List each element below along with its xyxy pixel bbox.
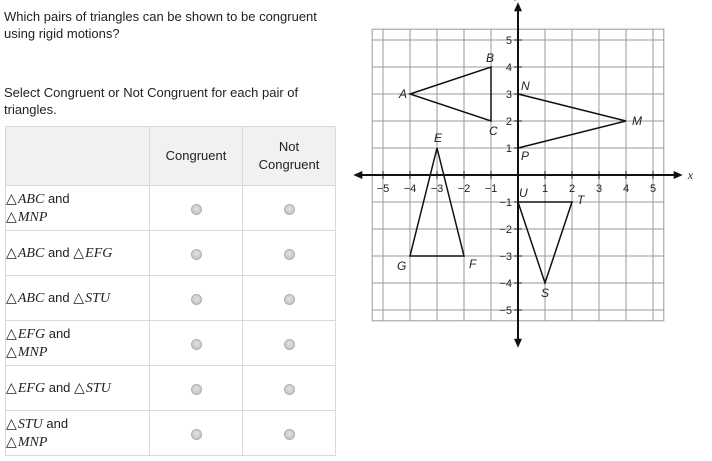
congruent-radio[interactable]: [191, 339, 202, 350]
not-congruent-cell: [243, 411, 336, 456]
vertex-label-t: T: [577, 193, 585, 207]
triangle-symbol: △: [6, 209, 17, 225]
table-row: [6, 231, 336, 276]
triangle-symbol: △: [6, 290, 17, 306]
triangle-symbol: △: [6, 380, 17, 396]
y-axis-arrow-up: [514, 2, 522, 11]
header-congruent: [150, 127, 243, 186]
y-tick-label: 5: [505, 35, 512, 47]
x-tick-label: 1: [541, 183, 549, 195]
row-label: [6, 321, 150, 366]
header-not-label-line1: Not: [278, 139, 300, 154]
y-tick-label: −1: [499, 197, 512, 209]
not-congruent-radio[interactable]: [284, 204, 295, 215]
y-tick-label: −2: [499, 224, 512, 236]
triangle-a: ABC: [17, 192, 45, 207]
congruent-radio[interactable]: [191, 294, 202, 305]
triangle-a: STU: [17, 417, 43, 432]
congruent-radio[interactable]: [191, 384, 202, 395]
triangle-b: MNP: [17, 210, 48, 225]
vertex-label-b: B: [486, 51, 495, 65]
x-tick-label: 5: [649, 183, 657, 195]
and-text: and: [48, 326, 71, 341]
vertex-label-s: S: [541, 286, 550, 300]
not-congruent-radio[interactable]: [284, 249, 295, 260]
y-axis-label: [514, 0, 521, 1]
vertex-label-u: U: [519, 186, 528, 200]
vertex-label-a: A: [399, 87, 408, 101]
triangle-symbol: △: [6, 416, 17, 432]
congruent-cell: [150, 186, 243, 231]
table-row: [6, 276, 336, 321]
x-axis-label: x: [687, 168, 694, 182]
triangle-symbol: △: [6, 434, 17, 450]
header-not-congruent: [243, 127, 336, 186]
row-label: [6, 186, 150, 231]
y-tick-label: 3: [505, 89, 512, 101]
x-tick-label: −3: [430, 183, 444, 195]
not-congruent-cell: [243, 276, 336, 321]
congruence-table: [5, 126, 336, 456]
question-text: Which pairs of triangles can be shown to be congruent using rigid motions?: [4, 9, 317, 41]
and-text: and: [46, 416, 69, 431]
x-tick-label: −5: [376, 183, 390, 195]
congruent-cell: [150, 321, 243, 366]
congruent-cell: [150, 366, 243, 411]
triangle-symbol: △: [73, 290, 85, 306]
vertex-label-e: E: [434, 131, 443, 145]
y-tick-label: −4: [499, 278, 512, 290]
congruent-radio[interactable]: [191, 249, 202, 260]
triangle-symbol: △: [73, 245, 85, 261]
triangle-b: EFG: [85, 246, 113, 261]
triangle-symbol: △: [6, 191, 17, 207]
row-label: [6, 231, 150, 276]
x-axis-arrow-right: [674, 171, 683, 179]
and-text: and: [47, 245, 70, 260]
triangle-a: ABC: [17, 246, 45, 261]
triangle-symbol: △: [74, 380, 85, 396]
instruction-text: Select Congruent or Not Congruent for each pair of triangles.: [4, 85, 299, 117]
header-blank-cell: [6, 127, 150, 186]
vertex-label-n: N: [521, 79, 530, 93]
coordinate-plane: [366, 4, 694, 334]
not-congruent-radio[interactable]: [284, 339, 295, 350]
and-text: and: [47, 191, 70, 206]
table-row: [6, 321, 336, 366]
not-congruent-cell: [243, 366, 336, 411]
x-tick-label: 3: [595, 183, 603, 195]
not-congruent-cell: [243, 321, 336, 366]
not-congruent-radio[interactable]: [284, 384, 295, 395]
y-tick-label: 2: [505, 116, 512, 128]
table-row: [6, 411, 336, 456]
y-tick-label: 4: [505, 62, 512, 74]
congruent-cell: [150, 411, 243, 456]
triangle-symbol: △: [6, 344, 17, 360]
vertex-label-c: C: [489, 124, 498, 138]
table-row: [6, 366, 336, 411]
vertex-label-f: F: [469, 257, 477, 271]
row-label: [6, 366, 150, 411]
triangle-symbol: △: [6, 245, 17, 261]
table-row: [6, 186, 336, 231]
not-congruent-cell: [243, 186, 336, 231]
x-tick-label: 2: [568, 183, 576, 195]
header-not-label-line2: Congruent: [258, 157, 320, 172]
table-header-row: [6, 127, 336, 186]
not-congruent-radio[interactable]: [284, 429, 295, 440]
header-congruent-label: Congruent: [165, 148, 227, 163]
triangle-b: STU: [85, 381, 111, 396]
triangle-b: MNP: [17, 345, 48, 360]
triangle-symbol: △: [6, 326, 17, 342]
vertex-label-g: G: [397, 259, 407, 273]
triangle-b: STU: [85, 291, 111, 306]
not-congruent-radio[interactable]: [284, 294, 295, 305]
x-tick-label: −4: [403, 183, 417, 195]
triangle-a: EFG: [17, 381, 46, 396]
x-tick-label: −1: [484, 183, 498, 195]
row-label: [6, 276, 150, 321]
and-text: and: [48, 380, 71, 395]
y-axis-arrow-down: [514, 339, 522, 348]
triangle-b: MNP: [17, 435, 48, 450]
y-tick-label: −5: [499, 305, 512, 317]
congruent-radio[interactable]: [191, 429, 202, 440]
x-tick-label: −2: [457, 183, 471, 195]
x-axis-arrow-left: [353, 171, 362, 179]
congruent-radio[interactable]: [191, 204, 202, 215]
row-label: [6, 411, 150, 456]
congruent-cell: [150, 231, 243, 276]
x-tick-label: 4: [622, 183, 630, 195]
triangle-a: EFG: [17, 327, 46, 342]
vertex-label-p: P: [521, 149, 530, 163]
y-tick-label: 1: [505, 143, 512, 155]
triangle-a: ABC: [17, 291, 45, 306]
not-congruent-cell: [243, 231, 336, 276]
congruent-cell: [150, 276, 243, 321]
vertex-label-m: M: [632, 114, 642, 128]
and-text: and: [47, 290, 70, 305]
y-tick-label: −3: [499, 251, 512, 263]
